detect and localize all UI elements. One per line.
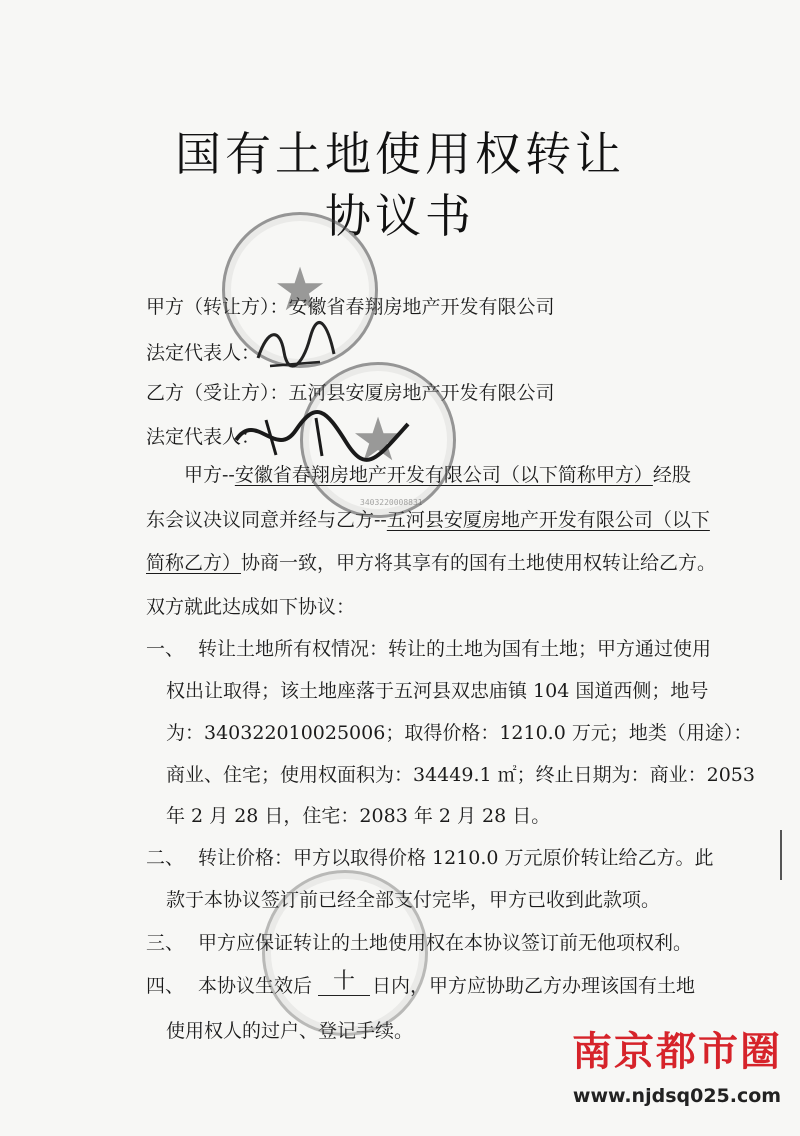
- clause-2-line-1: 转让价格：甲方以取得价格 1210.0 万元原价转让给乙方。此: [198, 847, 714, 869]
- intro-party-b-end: 简称乙方）: [146, 552, 242, 574]
- party-b-name: 五河县安厦房地产开发有限公司: [288, 382, 555, 404]
- party-b-label: 乙方（受让方）：: [146, 382, 289, 404]
- intro-party-a: 安徽省春翔房地产开发有限公司（以下简称甲方）: [234, 464, 653, 486]
- clause-4-blank-value: 十: [318, 964, 370, 996]
- clause-1-line-1: 转让土地所有权情况：转让的土地为国有土地；甲方通过使用: [198, 638, 712, 660]
- legal-rep-b-label: 法定代表人：: [146, 426, 261, 448]
- party-a-label: 甲方（转让方）：: [146, 296, 289, 318]
- clause-1-line-5: 年 2 月 28 日，住宅：2083 年 2 月 28 日。: [166, 805, 551, 827]
- clause-4-line-1b: 日内，甲方应协助乙方办理该国有土地: [372, 975, 696, 997]
- clause-1-line-2: 权出让取得；该土地座落于五河县双忠庙镇 104 国道西侧；地号: [166, 680, 709, 702]
- site-watermark: [572, 1020, 782, 1120]
- company-seal-b: [300, 362, 456, 518]
- clause-3-number: 三、: [146, 932, 185, 954]
- watermark-logo: 南京都市圈: [572, 1029, 782, 1075]
- clause-4-line-2: 使用权人的过户、登记手续。: [166, 1020, 414, 1042]
- company-seal-c: [262, 870, 428, 1036]
- intro-line-4: 双方就此达成如下协议：: [146, 596, 356, 618]
- intro-party-b: 五河县安厦房地产开发有限公司（以下: [386, 509, 710, 531]
- clause-1-number: 一、: [146, 638, 185, 660]
- legal-rep-a-label: 法定代表人：: [146, 342, 261, 364]
- clause-4-number: 四、: [146, 975, 185, 997]
- seal-doc-id: 3403220008831: [360, 498, 423, 507]
- intro-line-3: [146, 548, 716, 575]
- seal-star-icon: ★: [351, 405, 405, 475]
- clause-2-number: 二、: [146, 847, 185, 869]
- seal-star-icon: ★: [273, 255, 327, 325]
- clause-1-line-4: 商业、住宅；使用权面积为：34449.1 ㎡；终止日期为：商业：2053: [166, 764, 755, 786]
- clause-1-line-3: 为：340322010025006；取得价格：1210.0 万元；地类（用途）：: [166, 722, 753, 744]
- intro-suffix-1: 经股: [652, 464, 691, 486]
- page-edge-mark: [780, 830, 800, 880]
- clause-4-line-1a: 本协议生效后: [198, 975, 313, 997]
- document-title-line1: 国有土地使用权转让: [175, 127, 625, 181]
- document-title-line2: 协议书: [325, 189, 475, 243]
- watermark-url: www.njdsq025.com: [572, 1085, 782, 1107]
- clause-2-line-2: 款于本协议签订前已经全部支付完毕，甲方已收到此款项。: [166, 889, 661, 911]
- intro-line-2: [146, 505, 710, 532]
- intro-prefix-2: 东会议决议同意并经与乙方--: [146, 509, 387, 531]
- party-a-name: 安徽省春翔房地产开发有限公司: [288, 296, 555, 318]
- intro-suffix-3: 协商一致，甲方将其享有的国有土地使用权转让给乙方。: [241, 552, 717, 574]
- company-seal-a: [222, 212, 378, 368]
- clause-3-line-1: 甲方应保证转让的土地使用权在本协议签订前无他项权利。: [198, 932, 693, 954]
- intro-prefix: 甲方--: [184, 464, 235, 486]
